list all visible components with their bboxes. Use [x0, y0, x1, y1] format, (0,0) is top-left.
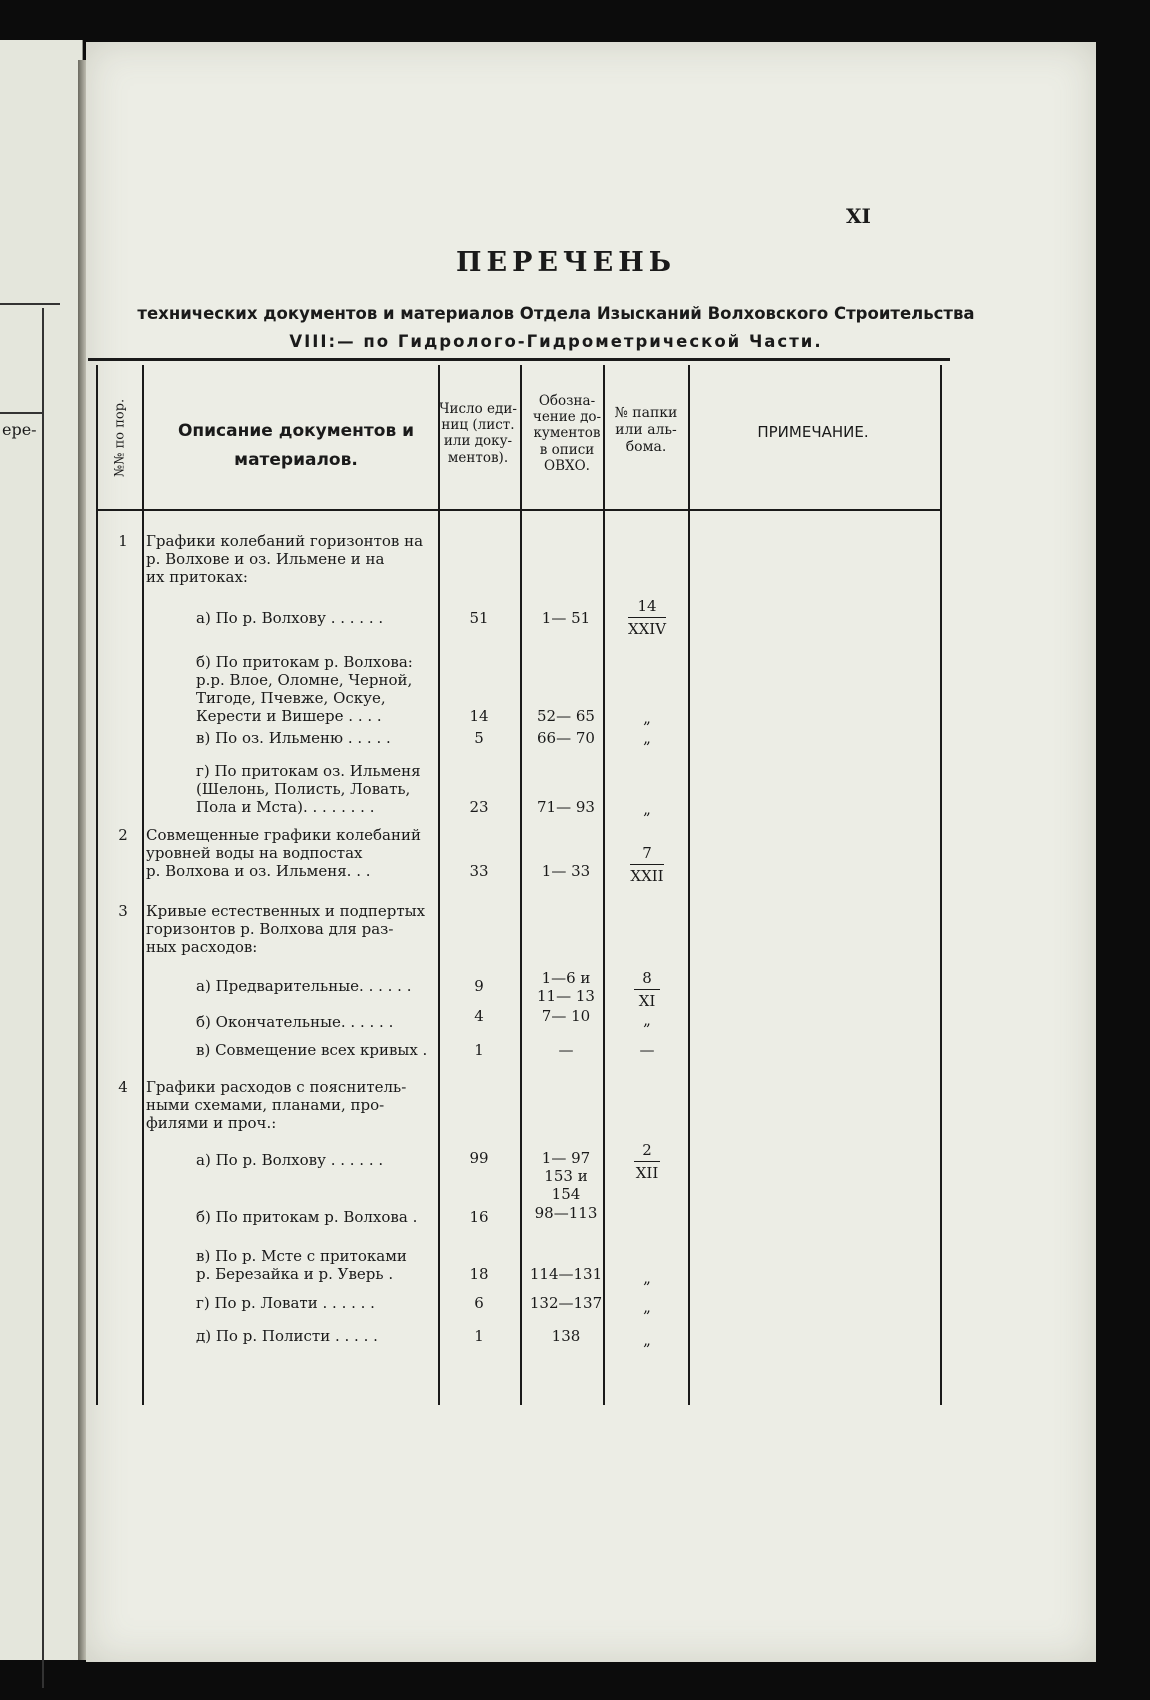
header-folder: № папки или аль- бома.	[614, 405, 678, 455]
header-note: ПРИМЕЧАНИЕ.	[757, 423, 869, 441]
page-title: ПЕРЕЧЕНЬ	[456, 247, 676, 278]
header-rule	[98, 509, 940, 511]
left-page-rule	[0, 412, 42, 414]
subtitle-line-2: VIII:— по Гидролого-Гидрометрической Части.	[289, 332, 823, 351]
title-rule	[88, 358, 950, 361]
left-page-edge	[0, 40, 83, 1660]
column-divider	[438, 365, 440, 1405]
left-page-text-fragment: ере-	[2, 420, 37, 439]
book-spine	[78, 60, 86, 1660]
document-page	[86, 42, 1096, 1662]
column-divider	[142, 365, 144, 1405]
column-divider	[520, 365, 522, 1405]
header-code: Обозна- чение до- кументов в описи ОВХО.	[532, 393, 602, 474]
column-divider	[688, 365, 690, 1405]
page-number: XI	[846, 204, 871, 228]
subtitle-line-1: технических документов и материалов Отдела Изысканий Волховского Строительства	[137, 304, 975, 323]
left-page-rule	[0, 303, 60, 305]
documents-table: №№ по пор. Описание документов и материалов. Число еди- ниц (лист. или доку- ментов). Обозна- чение до- кументов в описи ОВХО. № папки или аль- бома. ПРИМЕЧАНИЕ. 1 Графики колебаний горизонтов на р. Волхове и оз. Ильмене и на их притоках: а) По р. Волхову . . . . . . 51 1— 51 $\frac{14}{\text{XXIV}}$ б) По притокам р. Волхова: р.р. Влое, Оломне, Черной, Тигоде, Пчевже, Оскуе, Керести и Вишере . . . . 14 52— 65 „ в) По оз. Ильменю . . . . . 5 66— 70 „ г) По притокам оз. Ильменя (Шелонь, Полисть, Ловать, Пола и Мста). . . . . . . . 23 71— 93 „ 2 Совмещенные графики колебаний уровней воды на водпостах р. Волхова и оз. Ильменя. . . 33 1— 33 $\frac{7}{\text{XXII}}$ 3 Кривые естественных и подпертых горизонтов р. Волхова для раз- ных расходов: а) Предварительные. . . . . . 9 1—6 и 11— 13 $\frac{8}{XI}$ б) Окончательные. . . . . . 4 7— 10 „ в) Совмещение всех кривых . 1 — — 4 Графики расходов с пояснитель- ными схемами, планами, про- филями и проч.: а) По р. Волхову . . . . . . 99 1— 97 153 и 154 $\frac{2}{\text{XII}}$ б) По притокам р. Волхова . 16 98—113 в) По р. Мсте с притоками р. Березайка и р. Уверь . 18 114—131 „ г) По р. Ловати . . . . . . 6 132—137 „ д) По р. Полисти . . . . . 1 138 „	[96, 365, 942, 1405]
left-page-column-line	[42, 308, 44, 1688]
header-description: Описание документов и материалов.	[177, 421, 415, 470]
header-num: №№ по пор.	[112, 398, 128, 477]
header-count: Число еди- ниц (лист. или доку- ментов).	[439, 401, 517, 466]
column-divider	[603, 365, 605, 1405]
